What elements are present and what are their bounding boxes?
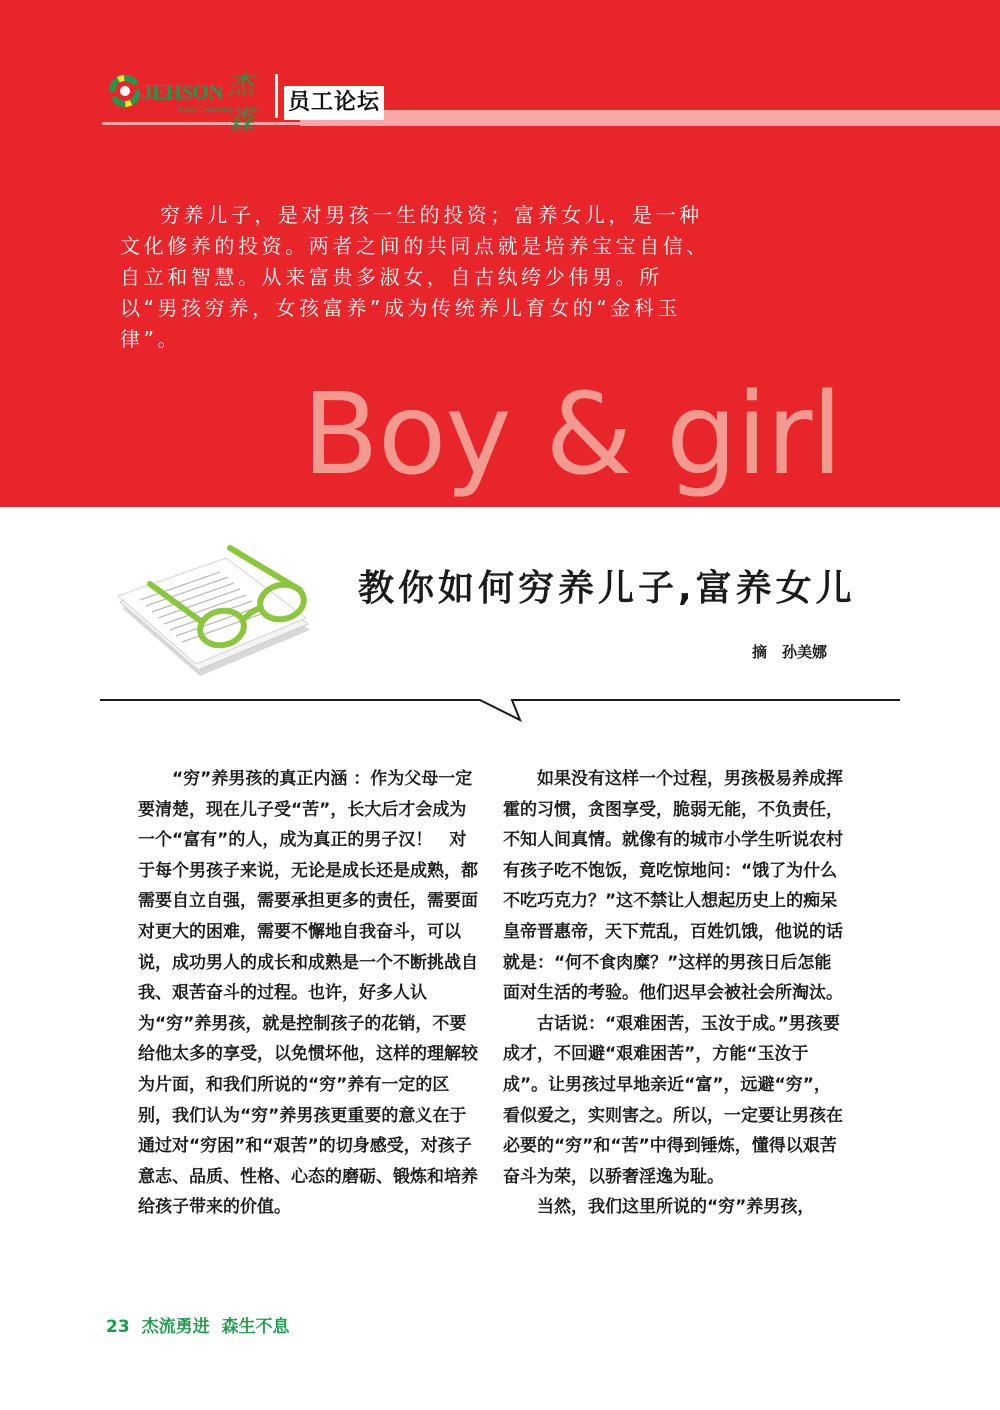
speech-divider xyxy=(100,690,900,730)
page-number: 23 xyxy=(106,1317,130,1337)
article-title: 教你如何穷养儿子,富养女儿 xyxy=(358,568,856,609)
hero-banner xyxy=(0,0,1000,507)
body-paragraph: 如果没有这样一个过程，男孩极易养成挥霍的习惯，贪图享受，脆弱无能，不负责任，不知人间真情。就像有的城市小学生听说农村有孩子吃不饱饭，竟吃惊地问：“饿了为什么不吃巧克力？”这不禁让人想起历史上的痴呆皇帝晋惠帝，天下荒乱，百姓饥饿，他说的话就是：“何不食肉糜？”这样的男孩日后怎能面对生活的考验。他们迟早会被社会所淘汰。 xyxy=(503,769,843,1004)
glasses-on-paper-icon xyxy=(110,530,320,680)
logo-tagline: Brand Leadership & Expo xyxy=(176,105,261,114)
logo-divider xyxy=(275,74,278,118)
intro-paragraph: 穷养儿子，是对男孩一生的投资；富养女儿，是一种文化修养的投资。两者之间的共同点就是培养宝宝自信、自立和智慧。从来富贵多淑女，自古纨绔少伟男。所以“男孩穷养，女孩富养”成为传统养儿育女的“金科玉律”。 xyxy=(120,203,710,351)
jehson-logo xyxy=(110,70,270,137)
logo-mark-icon xyxy=(110,74,140,108)
footer-slogan-1: 杰流勇进 xyxy=(141,1317,210,1337)
section-label: 员工论坛 xyxy=(284,86,384,120)
body-paragraph: “穷”养男孩的真正内涵 ：作为父母一定要清楚，现在儿子受“苦”，长大后才会成为一个“富有”的人，成为真正的男子汉！ 对于每个男孩子来说，无论是成长还是成熟，都需要自立自强，需要承担更多的责任，需要面对更大的困难，需要不懈地自我奋斗，可以说，成功男人的成长和成熟是一个不断挑战自我、艰苦奋斗的过程。也许，好多人认为“穷”养男孩，就是控制孩子的花销，不要给他太多的享受，以免惯坏他，这样的理解较为片面，和我们所说的“穷”养有一定的区别，我们认为“穷”养男孩更重要的意义在于通过对“穷困”和“艰苦”的切身感受，对孩子意志、品质、性格、心态的磨砺、锻炼和培养给孩子带来的价值。 xyxy=(138,769,478,1218)
body-paragraph: 当然，我们这里所说的“穷”养男孩， xyxy=(537,1197,815,1218)
footer-slogan-2: 森生不息 xyxy=(221,1317,290,1337)
body-column-left xyxy=(138,764,478,1223)
body-paragraph: 古话说：“艰难困苦，玉汝于成。”男孩要成才，不回避“艰难困苦”，方能“玉汝于成”。让男孩过早地亲近“富”，远避“穷”，看似爱之，实则害之。所以，一定要让男孩在必要的“穷”和“苦”中得到锤炼，懂得以艰苦奋斗为荣，以骄奢淫逸为耻。 xyxy=(503,1013,843,1187)
body-column-right xyxy=(503,764,843,1223)
background-word: Boy & girl xyxy=(302,370,842,500)
logo-wordmark: JEHSON xyxy=(142,80,224,104)
article-byline: 摘 孙美娜 xyxy=(752,643,828,661)
page-footer xyxy=(106,1312,296,1337)
logo-calligraphy: 杰森 xyxy=(228,70,255,137)
